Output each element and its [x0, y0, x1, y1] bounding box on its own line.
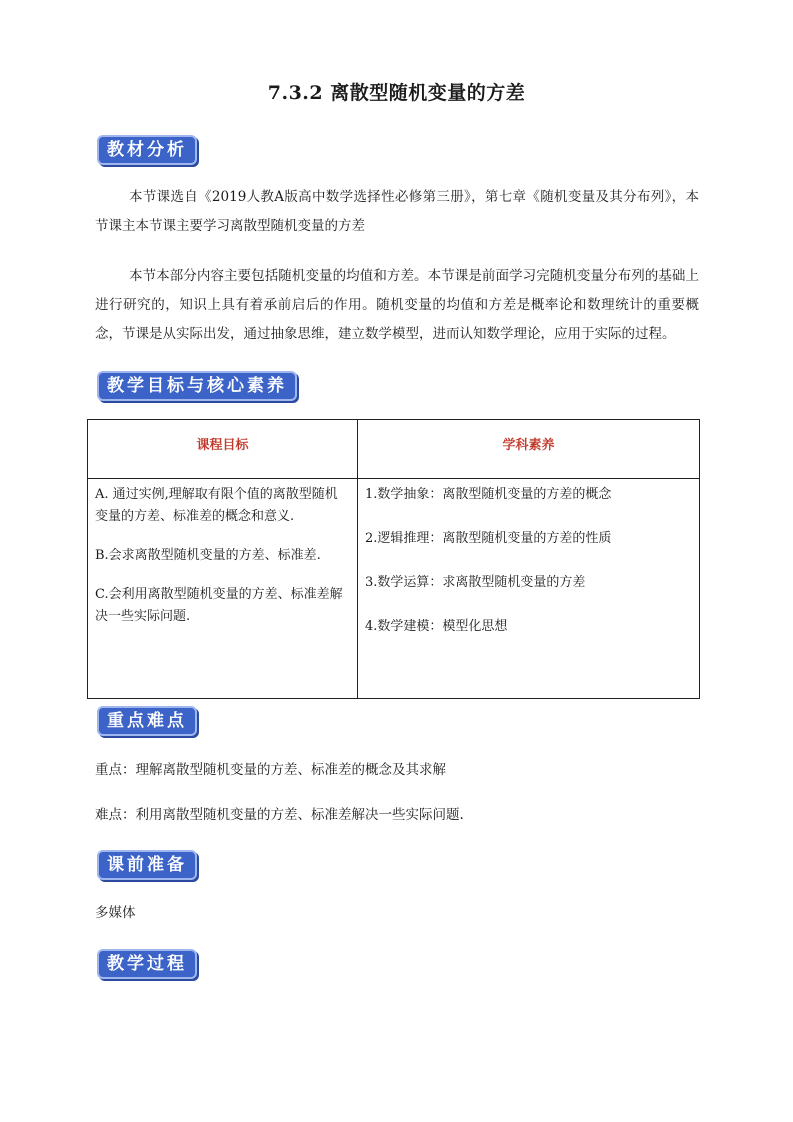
literacy-cell [358, 479, 700, 699]
analysis-paragraph-2: 本节本部分内容主要包括随机变量的均值和方差。本节课是前面学习完随机变量分布列的基础上进行研究的，知识上具有着承前启后的作用。随机变量的均值和方差是概率论和数理统计的重要概念，节课是从实际出发，通过抽象思维，建立数学模型，进而认知数学理论，应用于实际的过程。 [95, 268, 699, 342]
preparation-text: 多媒体 [95, 905, 136, 921]
objective-item: C.会利用离散型随机变量的方差、标准差解决一些实际问题. [95, 587, 343, 624]
literacy-item: 4.数学建模：模型化思想 [365, 619, 508, 634]
analysis-paragraph-1: 本节课选自《2019人教A版高中数学选择性必修第三册》，第七章《随机变量及其分布列》，本节课主本节课主要学习离散型随机变量的方差 [95, 189, 699, 234]
literacy-item: 2.逻辑推理：离散型随机变量的方差的性质 [365, 531, 612, 546]
goals-table [87, 419, 700, 699]
key-point-text: 重点：理解离散型随机变量的方差、标准差的概念及其求解 [95, 762, 446, 778]
literacy-item: 1.数学抽象：离散型随机变量的方差的概念 [365, 487, 612, 502]
literacy-item: 3.数学运算：求离散型随机变量的方差 [365, 575, 586, 590]
section-heading-goals: 教学目标与核心素养 [97, 371, 297, 401]
objective-item: A. 通过实例,理解取有限个值的离散型随机变量的方差、标准差的概念和意义. [95, 487, 338, 524]
table-header-objectives: 课程目标 [88, 420, 358, 479]
page-title: 7.3.2 离散型随机变量的方差 [267, 82, 526, 104]
section-heading-preparation: 课前准备 [97, 850, 197, 880]
difficult-point-text: 难点：利用离散型随机变量的方差、标准差解决一些实际问题. [95, 807, 464, 823]
objectives-cell [88, 479, 358, 699]
section-heading-keypoints: 重点难点 [97, 706, 197, 736]
section-heading-process: 教学过程 [97, 949, 197, 979]
table-header-literacy: 学科素养 [358, 420, 700, 479]
objective-item: B.会求离散型随机变量的方差、标准差. [95, 548, 321, 563]
section-heading-analysis: 教材分析 [97, 135, 197, 165]
